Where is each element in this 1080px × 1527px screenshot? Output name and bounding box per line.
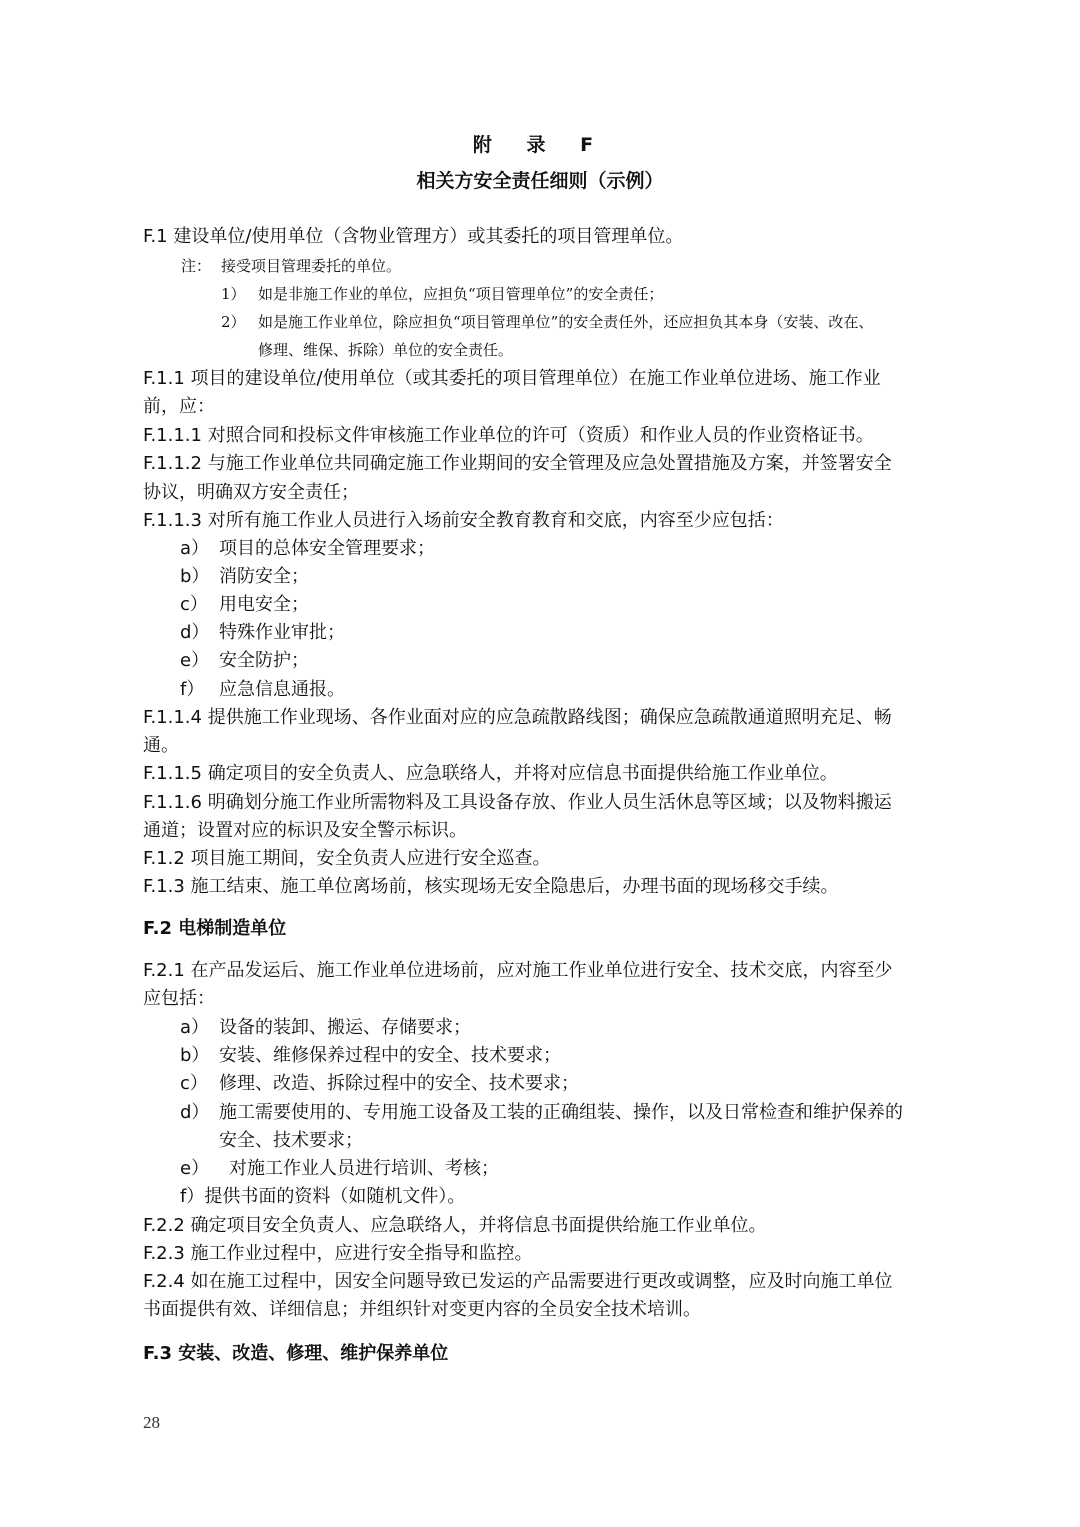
f113-item-e-text: 安全防护； [219, 650, 309, 671]
f21-item-e-text: 对施工作业人员进行培训、考核； [229, 1158, 499, 1179]
note-item-2-continuation: 修理、维保、拆除）单位的安全责任。 [258, 341, 514, 359]
note-text: 接受项目管理委托的单位。 [221, 257, 402, 275]
clause-f21-line-2: 应包括： [143, 988, 215, 1009]
clause-f24-line-2: 书面提供有效、详细信息；并组织针对变更内容的全员安全技术培训。 [143, 1299, 701, 1320]
clause-f12: F.1.2 项目施工期间，安全负责人应进行安全巡查。 [143, 848, 551, 869]
f21-item-b-mark: b） [180, 1045, 210, 1066]
clause-f111: F.1.1.1 对照合同和投标文件审核施工作业单位的许可（资质）和作业人员的作业资格证书。 [143, 425, 874, 446]
f21-item-d-text: 施工需要使用的、专用施工设备及工装的正确组装、操作，以及日常检查和维护保养的 [219, 1102, 903, 1123]
f21-item-b-text: 安装、维修保养过程中的安全、技术要求； [219, 1045, 561, 1066]
note-item-2-text: 如是施工作业单位，除应担负“项目管理单位”的安全责任外，还应担负其本身（安装、改在、 [258, 313, 874, 331]
f113-item-a-text: 项目的总体安全管理要求； [219, 538, 435, 559]
f113-item-b-mark: b） [180, 566, 210, 587]
section-f3-heading: F.3 安装、改造、修理、维护保养单位 [143, 1343, 449, 1364]
f113-item-d-text: 特殊作业审批； [219, 622, 345, 643]
clause-f112-line-2: 协议，明确双方安全责任； [143, 482, 359, 503]
clause-f114-line-2: 通。 [143, 735, 179, 756]
f21-item-a-mark: a） [180, 1017, 210, 1038]
clause-f116-line-2: 通道；设置对应的标识及安全警示标识。 [143, 820, 467, 841]
f113-item-a-mark: a） [180, 538, 210, 559]
f113-item-b-text: 消防安全； [219, 566, 309, 587]
f21-item-a-text: 设备的装卸、搬运、存储要求； [219, 1017, 471, 1038]
f113-item-c-text: 用电安全； [219, 594, 309, 615]
f21-item-f: f）提供书面的资料（如随机文件）。 [180, 1186, 466, 1207]
f21-item-d-mark: d） [180, 1102, 210, 1123]
clause-f11-line-1: F.1.1 项目的建设单位/使用单位（或其委托的项目管理单位）在施工作业单位进场、施工作业 [143, 368, 881, 389]
clause-f115: F.1.1.5 确定项目的安全负责人、应急联络人，并将对应信息书面提供给施工作业单位。 [143, 763, 838, 784]
note-item-1-text: 如是非施工作业的单位，应担负“项目管理单位”的安全责任； [258, 285, 664, 303]
f21-item-e-mark: e） [180, 1158, 210, 1179]
clause-f13: F.1.3 施工结束、施工单位离场前，核实现场无安全隐患后，办理书面的现场移交手续。 [143, 876, 839, 897]
clause-f116-line-1: F.1.1.6 明确划分施工作业所需物料及工具设备存放、作业人员生活休息等区域；以及物料搬运 [143, 792, 892, 813]
section-f1-heading: F.1 建设单位/使用单位（含物业管理方）或其委托的项目管理单位。 [143, 226, 684, 247]
f113-item-f-mark: f） [180, 679, 205, 700]
clause-f113: F.1.1.3 对所有施工作业人员进行入场前安全教育教育和交底，内容至少应包括： [143, 510, 784, 531]
clause-f24-line-1: F.2.4 如在施工过程中，因安全问题导致已发运的产品需要进行更改或调整，应及时向施工单位 [143, 1271, 893, 1292]
note-item-1-number: 1） [221, 285, 246, 303]
f21-item-c-mark: c） [180, 1073, 208, 1094]
f21-item-d-continuation: 安全、技术要求； [219, 1130, 363, 1151]
clause-f22: F.2.2 确定项目安全负责人、应急联络人，并将信息书面提供给施工作业单位。 [143, 1215, 767, 1236]
clause-f114-line-1: F.1.1.4 提供施工作业现场、各作业面对应的应急疏散路线图；确保应急疏散通道照明充足、畅 [143, 707, 892, 728]
appendix-subtitle: 相关方安全责任细则（示例） [416, 170, 664, 192]
f113-item-f-text: 应急信息通报。 [219, 679, 345, 700]
f113-item-d-mark: d） [180, 622, 210, 643]
page-number: 28 [143, 1413, 160, 1432]
f113-item-c-mark: c） [180, 594, 208, 615]
section-f2-heading: F.2 电梯制造单位 [143, 918, 287, 939]
clause-f23: F.2.3 施工作业过程中，应进行安全指导和监控。 [143, 1243, 533, 1264]
clause-f112-line-1: F.1.1.2 与施工作业单位共同确定施工作业期间的安全管理及应急处置措施及方案，并签署安全 [143, 453, 892, 474]
clause-f11-line-2: 前，应： [143, 396, 215, 417]
note-label: 注： [181, 257, 212, 275]
f113-item-e-mark: e） [180, 650, 210, 671]
f21-item-c-text: 修理、改造、拆除过程中的安全、技术要求； [219, 1073, 579, 1094]
clause-f21-line-1: F.2.1 在产品发运后、施工作业单位进场前，应对施工作业单位进行安全、技术交底，内容至少 [143, 960, 893, 981]
appendix-title: 附 录 F [472, 134, 608, 156]
note-item-2-number: 2） [221, 313, 246, 331]
